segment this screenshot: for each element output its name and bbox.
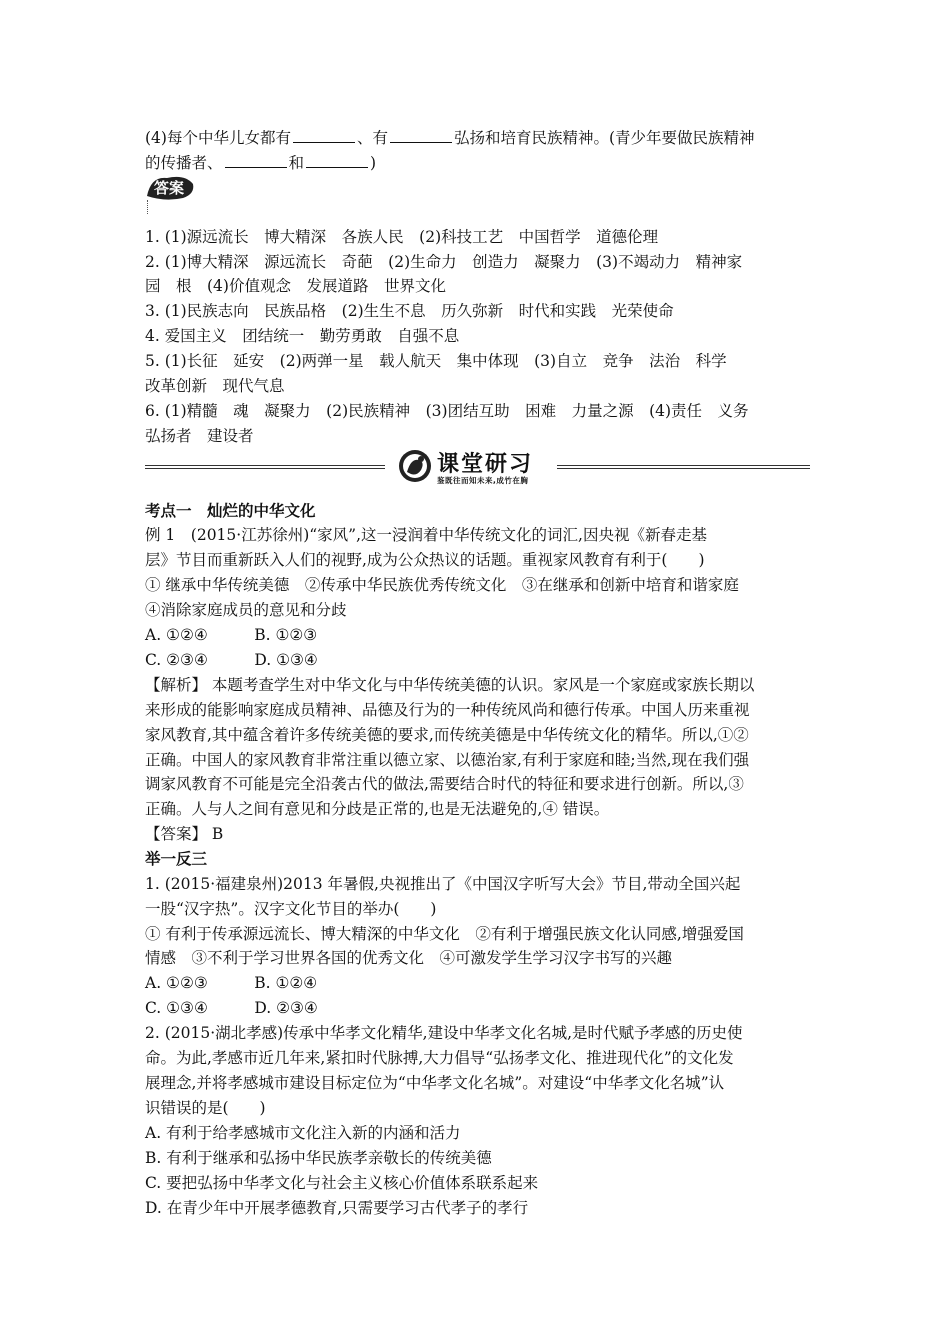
- option-line: C. ①③④ D. ②③④: [145, 999, 318, 1017]
- answer-line: 2. (1)博大精深 源远流长 奇葩 (2)生命力 创造力 凝聚力 (3)不竭动力 精神家: [145, 253, 743, 271]
- analysis-line: 家风教育,其中蕴含着许多传统美德的要求,而传统美德是中华传统文化的精华。所以,①②: [145, 726, 749, 744]
- option-line: A. ①②④ B. ①②③: [145, 626, 318, 644]
- option-line: A. ①②③ B. ①②④: [145, 974, 318, 992]
- question-4-line-1: [145, 126, 810, 151]
- example-line: 例 1 (2015·江苏徐州)“家风”,这一浸润着中华传统文化的词汇,因央视《新春走基: [145, 526, 707, 544]
- analysis-line: 正确。人与人之间有意见和分歧是正常的,也是无法避免的,④ 错误。: [145, 800, 610, 818]
- answer-line: 5. (1)长征 延安 (2)两弹一星 载人航天 集中体现 (3)自立 竞争 法治 科学: [145, 352, 727, 370]
- analysis-line: 调家风教育不可能是完全沿袭古代的做法,需要结合时代的特征和要求进行创新。所以,③: [145, 775, 744, 793]
- answer-blank: [225, 153, 287, 168]
- banner-rule-right: [557, 465, 810, 469]
- practice-question-line: 1. (2015·福建泉州)2013 年暑假,央视推出了《中国汉字听写大会》节目,带动全国兴起: [145, 875, 741, 893]
- example-line: ④消除家庭成员的意见和分歧: [145, 601, 347, 619]
- analysis-line: 来形成的能影响家庭成员精神、品德及行为的一种传统风尚和德行传承。中国人历来重视: [145, 701, 750, 719]
- question-4-text: 弘扬和培育民族精神。(青少年要做民族精神: [453, 129, 755, 147]
- practice-question-line: 情感 ③不利于学习世界各国的优秀文化 ④可激发学生学习汉字书写的兴趣: [145, 949, 673, 967]
- answer-line: 6. (1)精髓 魂 凝聚力 (2)民族精神 (3)团结互助 困难 力量之源 (4)责任 义务: [145, 402, 749, 420]
- answer-blank: [293, 128, 355, 143]
- study-emblem-icon: [397, 448, 433, 484]
- banner-title: 课堂研习: [437, 452, 534, 477]
- answer-badge-icon: [145, 172, 197, 202]
- answer-line: 改革创新 现代气息: [145, 377, 285, 395]
- practice-question-line: ① 有利于传承源远流长、博大精深的中华文化 ②有利于增强民族文化认同感,增强爱国: [145, 925, 744, 943]
- practice-question-line: 一股“汉字热”。汉字文化节目的举办( ): [145, 900, 437, 918]
- answer-line: 1. (1)源远流长 博大精深 各族人民 (2)科技工艺 中国哲学 道德伦理: [145, 228, 659, 246]
- practice-heading: 举一反三: [145, 849, 208, 868]
- answer-line: 弘扬者 建设者: [145, 427, 254, 445]
- option-line: C. 要把弘扬中华孝文化与社会主义核心价值体系联系起来: [145, 1174, 539, 1192]
- question-4-text: ): [370, 154, 377, 172]
- practice-question-line: 2. (2015·湖北孝感)传承中华孝文化精华,建设中华孝文化名城,是时代赋予孝感的历史使: [145, 1024, 743, 1042]
- answer-line: 园 根 (4)价值观念 发展道路 世界文化: [145, 277, 446, 295]
- section-heading: 考点一 灿烂的中华文化: [145, 501, 316, 520]
- practice-question-line: 命。为此,孝感市近几年来,紧扣时代脉搏,大力倡导“弘扬孝文化、推进现代化”的文化发: [145, 1049, 734, 1067]
- option-line: D. 在青少年中开展孝德教育,只需要学习古代孝子的孝行: [145, 1199, 529, 1217]
- answer-blank: [390, 128, 452, 143]
- example-line: ① 继承中华传统美德 ②传承中华民族优秀传统文化 ③在继承和创新中培育和谐家庭: [145, 576, 739, 594]
- section-banner: [145, 447, 810, 489]
- answer-line: 4. 爱国主义 团结统一 勤劳勇敢 自强不息: [145, 327, 460, 345]
- divider: [147, 200, 149, 214]
- answer-badge-label: 答案: [153, 179, 185, 197]
- practice-question-line: 识错误的是( ): [145, 1099, 266, 1117]
- example-line: 层》节目而重新跃入人们的视野,成为公众热议的话题。重视家风教育有利于( ): [145, 551, 705, 569]
- question-4-text: 和: [288, 154, 305, 172]
- answer-blank: [306, 153, 368, 168]
- answer-key-line: 【答案】 B: [145, 825, 224, 843]
- question-4-line-2: [145, 151, 810, 176]
- option-line: C. ②③④ D. ①③④: [145, 651, 318, 669]
- question-4-text: 、有: [356, 129, 388, 147]
- option-line: A. 有利于给孝感城市文化注入新的内涵和活力: [145, 1124, 461, 1142]
- banner-subtitle: 鉴既往而知未来,成竹在胸: [437, 476, 529, 485]
- banner-rule-left: [145, 465, 385, 469]
- answer-line: 3. (1)民族志向 民族品格 (2)生生不息 历久弥新 时代和实践 光荣使命: [145, 302, 674, 320]
- analysis-line: 【解析】 本题考查学生对中华文化与中华传统美德的认识。家风是一个家庭或家族长期以: [145, 676, 755, 694]
- practice-question-line: 展理念,并将孝感城市建设目标定位为“中华孝文化名城”。对建设“中华孝文化名城”认: [145, 1074, 725, 1092]
- question-4-text: 的传播者、: [145, 154, 223, 172]
- question-4-text: (4)每个中华儿女都有: [145, 129, 291, 147]
- option-line: B. 有利于继承和弘扬中华民族孝亲敬长的传统美德: [145, 1149, 492, 1167]
- analysis-line: 正确。中国人的家风教育非常注重以德立家、以德治家,有利于家庭和睦;当然,现在我们强: [145, 751, 750, 769]
